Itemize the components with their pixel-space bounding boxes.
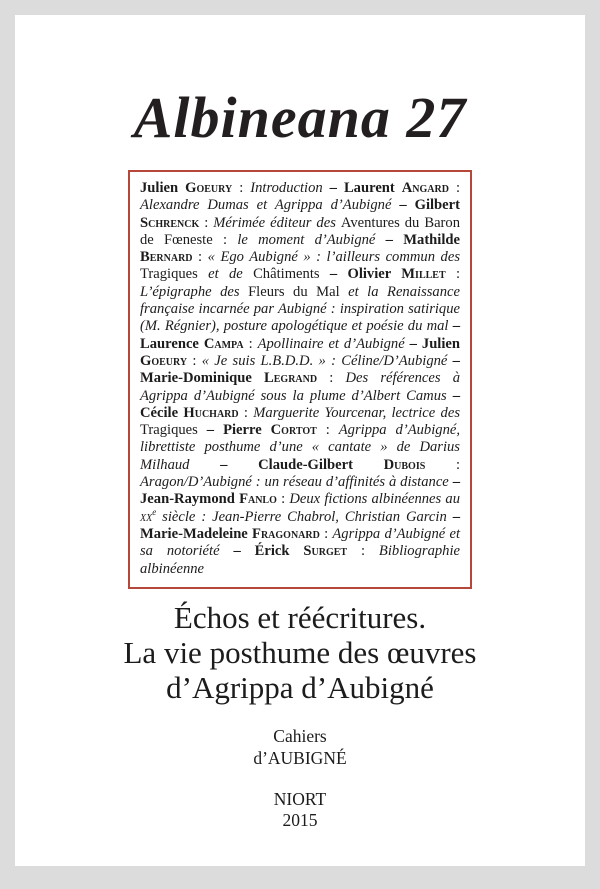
subtitle-line-1: Échos et réécritures. [173, 600, 427, 635]
subtitle-line-2: La vie posthume des œuvres [123, 635, 477, 670]
table-of-contents-box [128, 170, 472, 589]
contents-text: Julien Goeury : Introduction – Laurent Angard : Alexandre Dumas et Agrippa d’Aubigné – Gilbert Schrenck : Mérimée éditeur des Aventures du Baron de Fœneste : le moment d’Aubigné – Mathilde Bernard : « Ego Aubigné » : l’ailleurs commun des Tragiques et de Châtiments – Olivier Millet : L’épigraphe des Fleurs du Mal et la Renaissance française incarnée par Aubigné : inspiration satirique (M. Régnier), posture apologétique et poésie du mal – Laurence Campa : Apollinaire et d’Aubigné – Julien Goeury : « Je suis L.B.D.D. » : Céline/D’Aubigné – Marie-Dominique Legrand : Des références à Agrippa d’Aubigné sous la plume d’Albert Camus – Cécile Huchard : Marguerite Yourcenar, lectrice des Tragiques – Pierre Cortot : Agrippa d’Aubigné, librettiste posthume d’une « cantate » de Darius Milhaud – Claude-Gilbert Dubois : Aragon/D’Aubigné : un réseau d’affinités à distance – Jean-Raymond Fanlo : Deux fictions albinéennes au $xx^e$ siècle : Jean-Pierre Chabrol, Christian Garcin – Marie-Madeleine Fragonard : Agrippa d’Aubigné et sa notoriété – Érick Surget : Bibliographie albinéenne [140, 180, 461, 577]
journal-title: Albineana 27 [133, 85, 467, 150]
imprint [15, 789, 585, 831]
subtitle-line-3: d’Agrippa d’Aubigné [166, 670, 434, 705]
cover-page [15, 15, 585, 866]
volume-subtitle [15, 600, 585, 705]
imprint-year: 2015 [282, 810, 318, 830]
imprint-city: NIORT [273, 789, 327, 809]
collection-line-2: d’AUBIGNÉ [253, 748, 347, 768]
collection-name [15, 725, 585, 769]
collection-line-1: Cahiers [273, 726, 327, 746]
